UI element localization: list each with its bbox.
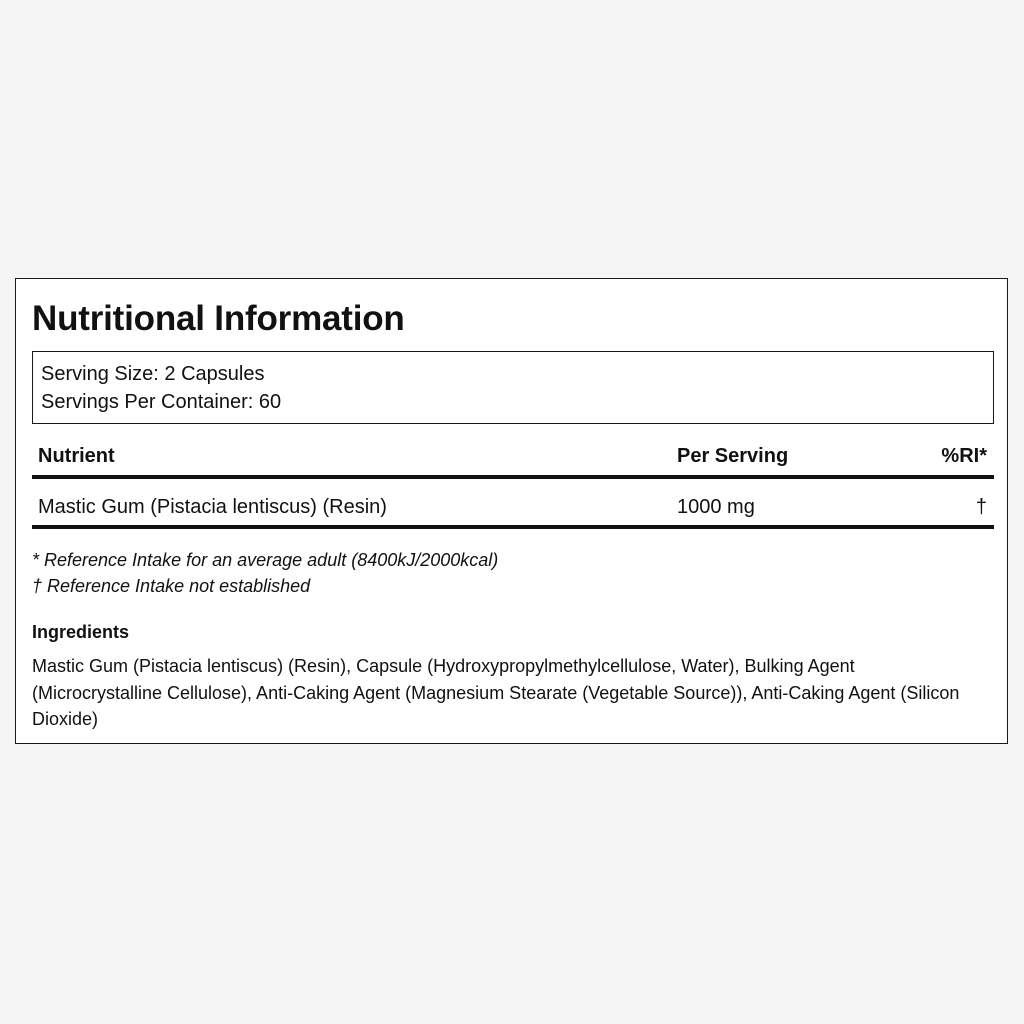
panel-title: Nutritional Information: [32, 299, 405, 338]
row-per-serving-value: 1000 mg: [677, 496, 755, 518]
footnote-reference-intake: * Reference Intake for an average adult (8400kJ/2000kcal): [32, 550, 499, 570]
serving-size: Serving Size: 2 Capsules: [41, 363, 265, 385]
nutrition-panel: [15, 278, 1008, 744]
servings-per-container: Servings Per Container: 60: [41, 391, 282, 413]
header-nutrient: Nutrient: [38, 445, 115, 467]
table-bottom-divider: [32, 525, 994, 529]
serving-info-box: [32, 351, 994, 424]
header-ri: %RI*: [941, 445, 987, 467]
header-divider: [32, 475, 994, 479]
header-per-serving: Per Serving: [677, 445, 789, 467]
row-ri-value: †: [975, 496, 987, 518]
ingredients-heading: Ingredients: [32, 622, 130, 642]
row-nutrient-name: Mastic Gum (Pistacia lentiscus) (Resin): [38, 496, 387, 518]
ingredients-text: Mastic Gum (Pistacia lentiscus) (Resin), Capsule (Hydroxypropylmethylcellulose, Water), Bulking Agent (Microcrystalline Cellulose), Anti-Caking Agent (Magnesium Stearate (Vegetable Source)), Anti-Caking Agent (Silicon Dioxide): [32, 656, 960, 729]
footnote-not-established: † Reference Intake not established: [32, 576, 311, 596]
